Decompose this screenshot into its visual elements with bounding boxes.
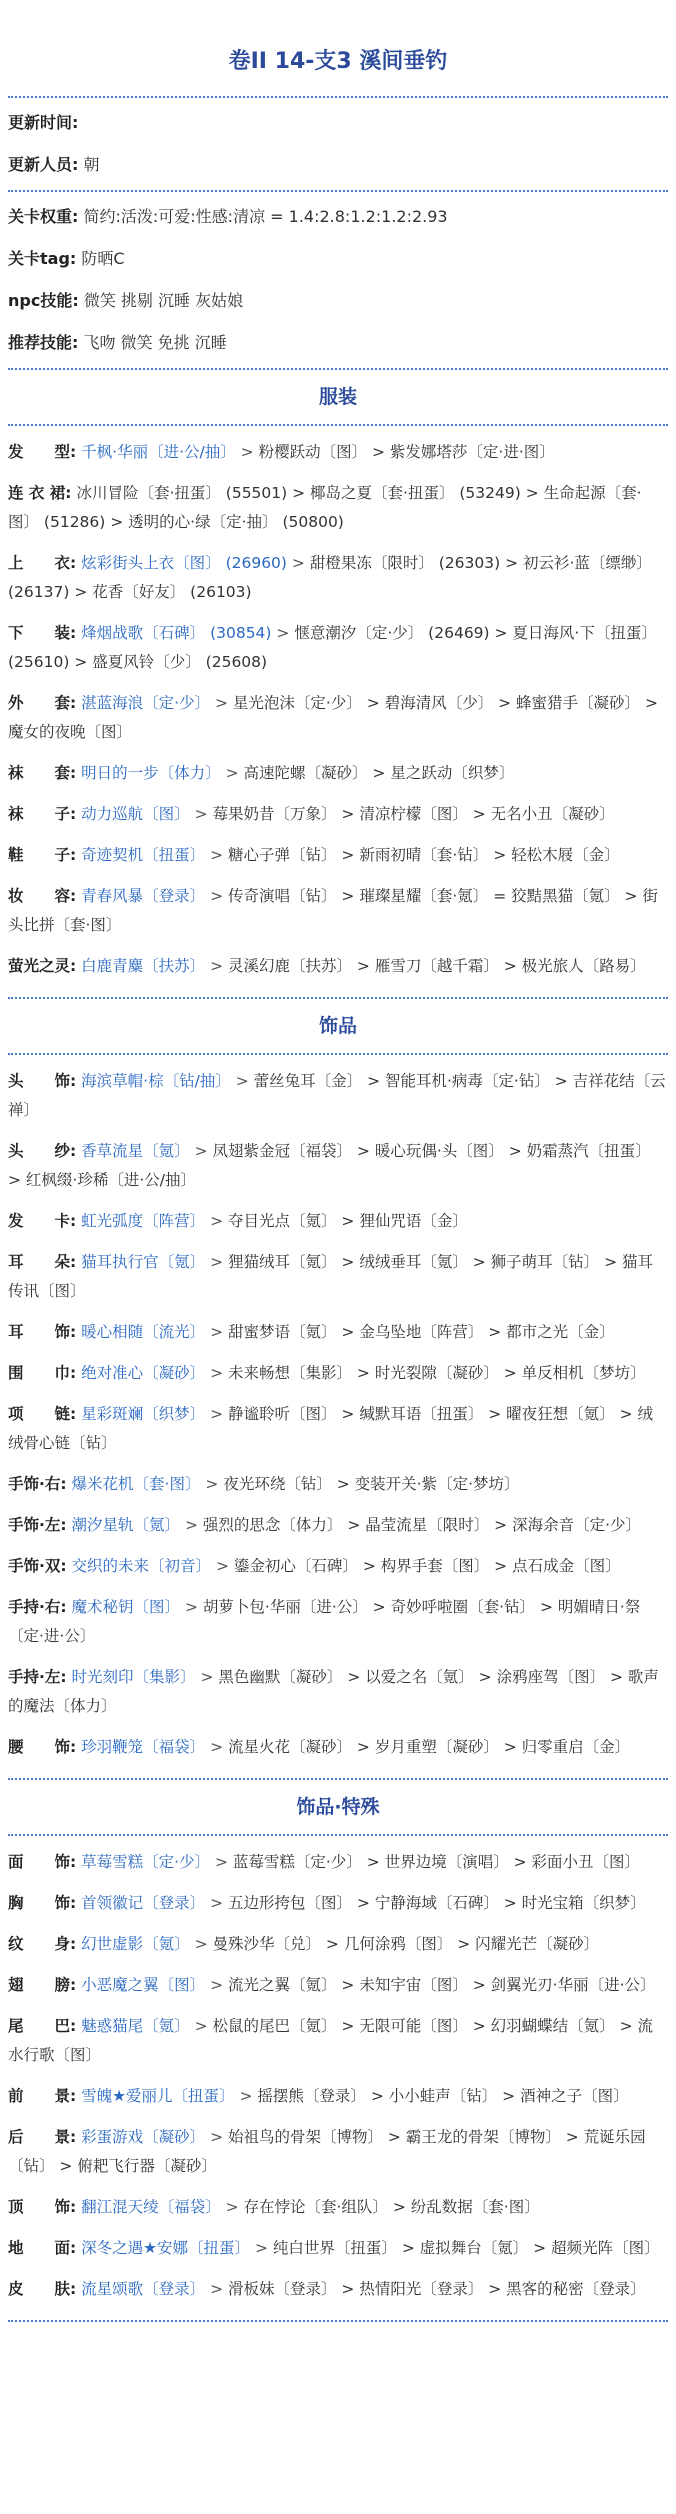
meta-key: 关卡tag: [8,249,77,268]
alternatives: 灵溪幻鹿〔扶苏〕 > 雁雪刀〔越千霜〕 > 极光旅人〔路易〕 [228,957,646,975]
best-pick: 海滨草帽·棕〔钻/抽〕 [81,1072,231,1090]
meta-value: 飞吻 微笑 免挑 沉睡 [83,333,227,352]
divider [8,2320,668,2322]
slot-label: 顶 饰: [8,2198,77,2216]
best-pick: 翻江混天绫〔福袋〕 [81,2198,221,2216]
alternatives: 凤翅紫金冠〔福袋〕 > 暖心玩偶·头〔图〕 > 奶霜蒸汽〔扭蛋〕 > 红枫缀·珍稀〔进·公/抽〕 [8,1142,651,1189]
meta-key: 推荐技能: [8,333,79,352]
best-pick: 动力巡航〔图〕 [81,805,190,823]
alternatives: 蕾丝兔耳〔金〕 > 智能耳机·病毒〔定·钻〕 > 吉祥花结〔云禅〕 [8,1072,666,1119]
arrow-separator: > [195,1668,219,1686]
arrow-separator: > [189,1142,213,1160]
slot-label: 发 型: [8,443,77,461]
best-pick: 首领徽记〔登录〕 [81,1894,206,1912]
slot-label: 手饰·左: [8,1516,67,1534]
slot-label: 萤光之灵: [8,957,77,975]
best-pick: 交织的未来〔初音〕 [71,1557,212,1575]
arrow-separator: > [250,2239,273,2257]
arrow-separator: > [234,2087,258,2105]
arrow-separator: > [286,554,310,572]
meta-value: 防晒C [81,249,125,268]
arrow-separator: > [271,624,295,642]
best-pick: 草莓雪糕〔定·少〕 [81,1853,211,1871]
arrow-separator: > [230,1072,254,1090]
section-title: 饰品 [318,1015,357,1037]
alternatives: 甜蜜梦语〔氪〕 > 金乌坠地〔阵营〕 > 都市之光〔金〕 [228,1323,615,1341]
best-pick: 时光刻印〔集影〕 [71,1668,196,1686]
best-pick: 潮汐星轨〔氪〕 [71,1516,181,1534]
best-pick: 白鹿青麋〔扶苏〕 [81,957,206,975]
meta-block-top [8,98,668,190]
arrow-separator: > [205,957,228,975]
meta-key: npc技能: [8,291,79,310]
arrow-separator: > [205,2128,228,2146]
arrow-separator: > [205,2280,228,2298]
list-item [8,1201,668,1242]
arrow-separator: > [211,1557,234,1575]
alternatives: 夜光环绕〔钻〕 > 变装开关·紫〔定·梦坊〕 [223,1475,520,1493]
best-pick: 猫耳执行官〔氪〕 [81,1253,206,1271]
best-pick: 千枫·华丽〔进·公/抽〕 [81,443,236,461]
list-item [8,2269,668,2310]
slot-label: 面 饰: [8,1853,77,1871]
alternatives: 惬意潮汐〔定·少〕 (26469) > 夏日海风·下〔扭蛋〕 (25610) > 盛夏风铃〔少〕 (25608) [8,624,657,671]
best-pick: 流星颂歌〔登录〕 [81,2280,206,2298]
meta-value: 微笑 挑剔 沉睡 灰姑娘 [83,291,244,310]
arrow-separator: > [189,805,213,823]
arrow-separator: > [180,1598,203,1616]
slot-label: 翅 膀: [8,1976,77,1994]
meta-value: 简约:活泼:可爱:性感:清凉 = 1.4:2.8:1.2:1.2:2.93 [83,207,448,226]
list-item [8,2117,668,2187]
arrow-separator: > [189,1935,213,1953]
slot-label: 胸 饰: [8,1894,77,1912]
list-item [8,2187,668,2228]
list-item [8,432,668,473]
alternatives: 蓝莓雪糕〔定·少〕 > 世界边境〔演唱〕 > 彩面小丑〔图〕 [232,1853,641,1871]
list-item [8,2076,668,2117]
list-item [8,1505,668,1546]
meta-key: 更新人员: [8,155,79,174]
alternatives: 星光泡沫〔定·少〕 > 碧海清风〔少〕 > 蜂蜜猎手〔凝砂〕 > 魔女的夜晚〔图〕 [8,694,658,741]
list-item [8,1965,668,2006]
slot-label: 上 衣: [8,554,77,572]
page-title: 卷II 14-支3 溪间垂钓 [228,49,448,74]
best-pick: 彩蛋游戏〔凝砂〕 [81,2128,206,2146]
best-pick: 雪魄★爱丽儿〔扭蛋〕 [81,2087,235,2105]
arrow-separator: > [205,846,228,864]
arrow-separator: > [210,694,233,712]
list-item [8,1061,668,1131]
meta-row [8,238,668,280]
alternatives: 冰川冒险〔套·扭蛋〕 (55501) > 椰岛之夏〔套·扭蛋〕 (53249) > 生命起源〔套·图〕 (51286) > 透明的心·绿〔定·抽〕 (50800) [8,484,642,531]
list-item [8,1242,668,1312]
list-item [8,1394,668,1464]
slot-label: 耳 饰: [8,1323,77,1341]
list-item [8,1842,668,1883]
arrow-separator: > [205,1323,228,1341]
alternatives: 曼殊沙华〔兑〕 > 几何涂鸦〔图〕 > 闪耀光芒〔凝砂〕 [212,1935,600,1953]
list-item [8,753,668,794]
alternatives: 强烈的思念〔体力〕 > 晶莹流星〔限时〕 > 深海余音〔定·少〕 [202,1516,642,1534]
best-pick: 魅惑猫尾〔氪〕 [81,2017,190,2035]
alternatives: 夺目光点〔氪〕 > 狸仙咒语〔金〕 [228,1212,468,1230]
alternatives: 流光之翼〔氪〕 > 未知宇宙〔图〕 > 剑翼光刃·华丽〔进·公〕 [228,1976,656,1994]
best-pick: 明日的一步〔体力〕 [81,764,221,782]
alternatives: 狸猫绒耳〔氪〕 > 绒绒垂耳〔氪〕 > 狮子萌耳〔钻〕 > 猫耳传讯〔图〕 [8,1253,654,1300]
list-item [8,1657,668,1727]
alternatives: 鎏金初心〔石碑〕 > 构界手套〔图〕 > 点石成金〔图〕 [233,1557,621,1575]
best-pick: 湛蓝海浪〔定·少〕 [81,694,211,712]
slot-label: 手持·右: [8,1598,67,1616]
best-pick: 炫彩街头上衣〔图〕 (26960) [81,554,287,572]
best-pick: 魔术秘钥〔图〕 [71,1598,181,1616]
slot-label: 纹 身: [8,1935,77,1953]
arrow-separator: > [205,1212,228,1230]
best-pick: 虹光弧度〔阵营〕 [81,1212,206,1230]
arrow-separator: > [205,887,228,905]
slot-label: 手持·左: [8,1668,67,1686]
best-pick: 青春风暴〔登录〕 [81,887,206,905]
slot-label: 下 装: [8,624,77,642]
arrow-separator: > [210,1853,233,1871]
best-pick: 深冬之遇★安娜〔扭蛋〕 [81,2239,251,2257]
slot-label: 围 巾: [8,1364,77,1382]
list-item [8,2006,668,2076]
alternatives: 糖心子弹〔钻〕 > 新雨初晴〔套·钻〕 > 轻松木屐〔金〕 [228,846,620,864]
list-item [8,543,668,613]
slot-label: 前 景: [8,2087,77,2105]
arrow-separator: > [200,1475,224,1493]
best-pick: 绝对准心〔凝砂〕 [81,1364,206,1382]
list-item [8,2228,668,2269]
arrow-separator: > [189,2017,213,2035]
slot-label: 发 卡: [8,1212,77,1230]
list-item [8,1883,668,1924]
arrow-separator: > [205,1894,228,1912]
alternatives: 莓果奶昔〔万象〕 > 清凉柠檬〔图〕 > 无名小丑〔凝砂〕 [212,805,615,823]
alternatives: 滑板妹〔登录〕 > 热情阳光〔登录〕 > 黑客的秘密〔登录〕 [228,2280,646,2298]
best-pick: 星彩斑斓〔织梦〕 [81,1405,206,1423]
slot-label: 腰 饰: [8,1738,77,1756]
arrow-separator: > [205,1364,228,1382]
alternatives: 流星火花〔凝砂〕 > 岁月重塑〔凝砂〕 > 归零重启〔金〕 [228,1738,631,1756]
best-pick: 幻世虚影〔氪〕 [81,1935,190,1953]
meta-key: 更新时间: [8,113,79,132]
meta-row [8,196,668,238]
best-pick: 奇迹契机〔扭蛋〕 [81,846,206,864]
list-item [8,1924,668,1965]
best-pick: 珍羽鞭笼〔福袋〕 [81,1738,206,1756]
alternatives: 胡萝卜包·华丽〔进·公〕 > 奇妙呼啦圈〔套·钻〕 > 明媚晴日·祭〔定·进·公〕 [8,1598,641,1645]
list-item [8,1727,668,1768]
slot-label: 手饰·右: [8,1475,67,1493]
alternatives: 静谧聆听〔图〕 > 缄默耳语〔扭蛋〕 > 曜夜狂想〔氪〕 > 绒绒骨心链〔钻〕 [8,1405,654,1452]
alternatives: 传奇演唱〔钻〕 > 璀璨星耀〔套·氪〕 = 狡黠黑猫〔氪〕 > 街头比拼〔套·图〕 [8,887,658,934]
arrow-separator: > [220,764,244,782]
meta-block-bottom [8,192,668,368]
alternatives: 粉樱跃动〔图〕 > 紫发娜塔莎〔定·进·图〕 [258,443,555,461]
item-list [8,426,668,997]
list-item [8,1353,668,1394]
alternatives: 高速陀螺〔凝砂〕 > 星之跃动〔织梦〕 [243,764,515,782]
list-item [8,683,668,753]
slot-label: 地 面: [8,2239,77,2257]
alternatives: 始祖鸟的骨架〔博物〕 > 霸王龙的骨架〔博物〕 > 荒诞乐园〔钻〕 > 俯耙飞行器〔凝砂〕 [8,2128,646,2175]
meta-row [8,144,668,186]
alternatives: 未来畅想〔集影〕 > 时光裂隙〔凝砂〕 > 单反相机〔梦坊〕 [228,1364,646,1382]
slot-label: 头 纱: [8,1142,77,1160]
meta-key: 关卡权重: [8,207,79,226]
arrow-separator: > [180,1516,203,1534]
best-pick: 烽烟战歌〔石碑〕 (30854) [81,624,272,642]
section-title: 饰品·特殊 [296,1796,380,1818]
list-item [8,1546,668,1587]
alternatives: 松鼠的尾巴〔氪〕 > 无限可能〔图〕 > 幻羽蝴蝶结〔氪〕 > 流水行歌〔图〕 [8,2017,654,2064]
meta-value: 朝 [83,155,100,174]
slot-label: 后 景: [8,2128,77,2146]
list-item [8,876,668,946]
slot-label: 袜 子: [8,805,77,823]
best-pick: 小恶魔之翼〔图〕 [81,1976,206,1994]
alternatives: 甜橙果冻〔限时〕 (26303) > 初云衫·蓝〔缥缈〕 (26137) > 花香〔好友〕 (26103) [8,554,652,601]
arrow-separator: > [205,1253,228,1271]
list-item [8,835,668,876]
list-item [8,473,668,543]
slot-label: 耳 朵: [8,1253,77,1271]
sections-container [8,370,668,2322]
arrow-separator: > [205,1405,228,1423]
best-pick: 暖心相随〔流光〕 [81,1323,206,1341]
slot-label: 连 衣 裙: [8,484,72,502]
section-title: 服装 [318,386,357,408]
slot-label: 袜 套: [8,764,77,782]
meta-row [8,102,668,144]
list-item [8,1312,668,1353]
slot-label: 头 饰: [8,1072,77,1090]
arrow-separator: > [220,2198,244,2216]
alternatives: 摇摆熊〔登录〕 > 小小蛙声〔钻〕 > 酒神之子〔图〕 [257,2087,629,2105]
slot-label: 皮 肤: [8,2280,77,2298]
list-item [8,1587,668,1657]
slot-label: 外 套: [8,694,77,712]
arrow-separator: > [205,1976,228,1994]
alternatives: 纯白世界〔扭蛋〕 > 虚拟舞台〔氪〕 > 超频光阵〔图〕 [272,2239,660,2257]
item-list [8,1836,668,2320]
list-item [8,1464,668,1505]
list-item [8,1131,668,1201]
arrow-separator: > [205,1738,228,1756]
list-item [8,946,668,987]
arrow-separator: > [235,443,259,461]
slot-label: 鞋 子: [8,846,77,864]
slot-label: 尾 巴: [8,2017,77,2035]
alternatives: 黑色幽默〔凝砂〕 > 以爱之名〔氪〕 > 涂鸦座驾〔图〕 > 歌声的魔法〔体力〕 [8,1668,659,1715]
meta-row [8,322,668,364]
list-item [8,794,668,835]
best-pick: 香草流星〔氪〕 [81,1142,190,1160]
slot-label: 项 链: [8,1405,77,1423]
alternatives: 五边形挎包〔图〕 > 宁静海域〔石碑〕 > 时光宝箱〔织梦〕 [228,1894,646,1912]
alternatives: 存在悖论〔套·组队〕 > 纷乱数据〔套·图〕 [243,2198,540,2216]
slot-label: 手饰·双: [8,1557,67,1575]
meta-row [8,280,668,322]
list-item [8,613,668,683]
slot-label: 妆 容: [8,887,77,905]
item-list [8,1055,668,1778]
best-pick: 爆米花机〔套·图〕 [71,1475,201,1493]
